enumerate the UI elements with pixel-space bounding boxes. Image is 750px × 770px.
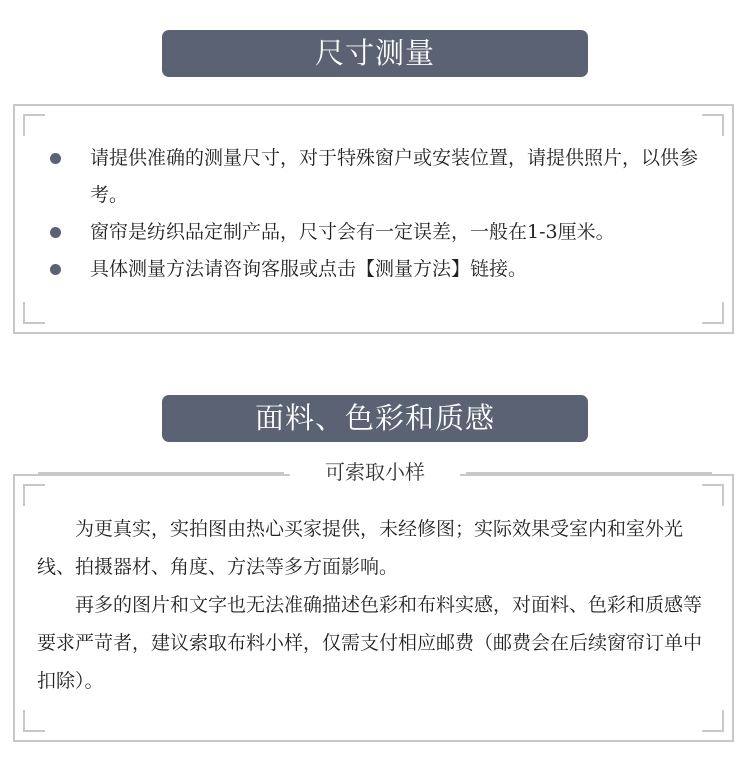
fabric-description — [37, 510, 715, 700]
list-item — [38, 214, 708, 251]
paragraph: 为更真实，实拍图由热心买家提供，未经修图；实际效果受室内和室外光线、拍摄器材、角度、方法等多方面影响。 — [37, 518, 684, 578]
corner-decoration — [702, 484, 724, 506]
section-title-size-measurement: 尺寸测量 — [162, 30, 588, 77]
paragraph: 再多的图片和文字也无法准确描述色彩和布料实感，对面料、色彩和质感等要求严苛者，建议索取布料小样，仅需支付相应邮费（邮费会在后续窗帘订单中扣除）。 — [37, 594, 703, 692]
bullet-dot-icon — [50, 264, 61, 275]
measurement-bullet-list — [38, 140, 708, 288]
bullet-dot-icon — [50, 227, 61, 238]
section-title-fabric-color-texture: 面料、色彩和质感 — [162, 395, 588, 442]
divider-line — [38, 472, 284, 474]
divider-line — [466, 472, 712, 474]
corner-decoration — [23, 710, 45, 732]
corner-decoration — [23, 114, 45, 136]
corner-decoration — [23, 302, 45, 324]
bullet-text: 请提供准确的测量尺寸，对于特殊窗户或安装位置，请提供照片，以供参考。 — [90, 147, 699, 206]
list-item — [38, 140, 708, 214]
sample-request-subtitle: 可索取小样 — [290, 457, 460, 487]
bullet-text: 窗帘是纺织品定制产品，尺寸会有一定误差，一般在1-3厘米。 — [90, 221, 615, 243]
list-item — [38, 251, 708, 288]
corner-decoration — [702, 114, 724, 136]
corner-decoration — [23, 484, 45, 506]
bullet-dot-icon — [50, 153, 61, 164]
corner-decoration — [702, 302, 724, 324]
corner-decoration — [702, 710, 724, 732]
bullet-text: 具体测量方法请咨询客服或点击【测量方法】链接。 — [90, 258, 528, 280]
